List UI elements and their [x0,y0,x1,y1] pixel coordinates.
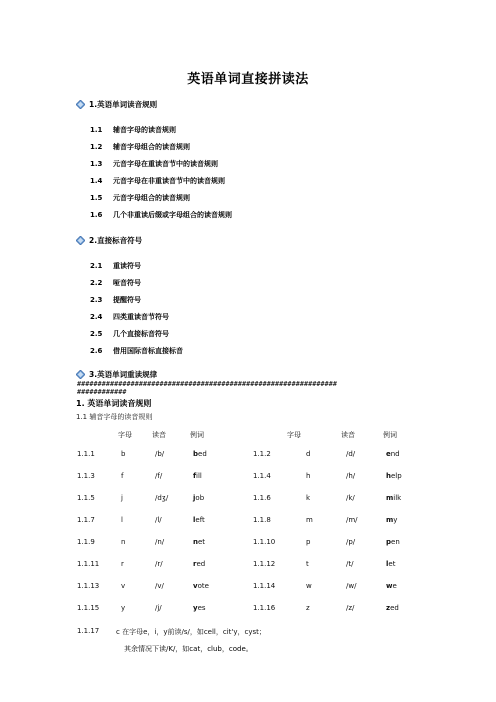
toc-num: 2.5 [90,330,103,338]
section-label: 1.英语单词读音规则 [89,100,158,109]
row-number: 1.1.8 [253,516,271,524]
toc-num: 2.2 [90,279,103,287]
sound-cell: /h/ [346,472,356,480]
toc-num: 1.2 [90,143,103,151]
letter-cell: n [121,538,126,546]
sound-cell: /n/ [155,538,165,546]
row-note: 其余情况下读/K/，如cat，club，code。 [124,645,253,653]
row-number: 1.1.2 [253,450,271,458]
row-number: 1.1.6 [253,494,271,502]
toc-num: 1.5 [90,194,103,202]
toc-item[interactable] [90,329,169,339]
sound-cell: /t/ [346,560,354,568]
col-header-example: 例词 [190,431,204,439]
toc-num: 2.3 [90,296,103,304]
diamond-bullet-icon [76,100,85,109]
col-header-letter: 字母 [287,431,301,439]
toc-item[interactable] [90,210,232,220]
example-cell: help [386,472,402,480]
example-cell: left [193,516,205,524]
diamond-bullet-icon [76,236,85,245]
example-cell: red [193,560,206,568]
sound-cell: /k/ [346,494,355,502]
example-cell: vote [193,582,209,590]
toc-text: 辅音字母组合的读音规则 [113,143,190,151]
letter-cell: l [121,516,123,524]
letter-cell: w [306,582,312,590]
sound-cell: /p/ [346,538,356,546]
letter-cell: z [306,604,310,612]
section-label: 3.英语单词重读规律 [89,370,158,379]
letter-cell: m [306,516,313,524]
sound-cell: /m/ [346,516,358,524]
toc-text: 几个非重读后缀或字母组合的读音规则 [113,211,232,219]
page-title: 英语单词直接拼读法 [187,72,309,87]
example-cell: fill [193,472,202,480]
section-heading-2 [76,235,142,246]
body-heading: 1. 英语单词读音规则 [76,399,152,408]
example-cell: my [386,516,398,524]
row-number: 1.1.1 [77,450,95,458]
toc-item[interactable] [90,125,176,135]
row-number: 1.1.16 [253,604,276,612]
sound-cell: /z/ [346,604,355,612]
row-number: 1.1.14 [253,582,276,590]
letter-cell: t [306,560,309,568]
row-number: 1.1.5 [77,494,95,502]
toc-num: 2.1 [90,262,103,270]
toc-text: 辅音字母的读音规则 [113,126,176,134]
toc-item[interactable] [90,295,141,305]
example-cell: let [386,560,396,568]
toc-text: 元音字母组合的读音规则 [113,194,190,202]
example-cell: bed [193,450,207,458]
sound-cell: /dʒ/ [155,494,169,502]
col-header-letter: 字母 [118,431,132,439]
divider-line: ############ [77,388,127,396]
example-cell: pen [386,538,400,546]
row-number: 1.1.7 [77,516,95,524]
toc-item[interactable] [90,278,141,288]
section-heading-1 [76,99,157,110]
toc-num: 1.1 [90,126,103,134]
sound-cell: /d/ [346,450,356,458]
letter-cell: j [121,494,123,502]
toc-text: 哑音符号 [113,279,141,287]
toc-item[interactable] [90,142,190,152]
row-number: 1.1.3 [77,472,95,480]
sound-cell: /f/ [155,472,163,480]
sound-cell: /w/ [346,582,357,590]
example-cell: yes [193,604,206,612]
toc-text: 提醒符号 [113,296,141,304]
letter-cell: v [121,582,126,590]
toc-text: 元音字母在非重读音节中的读音规则 [113,177,225,185]
sound-cell: /v/ [155,582,164,590]
toc-item[interactable] [90,261,141,271]
row-number: 1.1.10 [253,538,276,546]
letter-cell: p [306,538,311,546]
divider-line: ############################################################### [77,380,337,388]
toc-num: 1.3 [90,160,103,168]
row-number: 1.1.11 [77,560,100,568]
toc-item[interactable] [90,176,225,186]
row-number: 1.1.4 [253,472,271,480]
row-number: 1.1.13 [77,582,100,590]
col-header-sound: 读音 [341,431,355,439]
toc-text: 几个直接标音符号 [113,330,169,338]
toc-num: 1.6 [90,211,103,219]
sound-cell: /j/ [155,604,162,612]
row-number: 1.1.15 [77,604,100,612]
toc-item[interactable] [90,159,218,169]
toc-text: 元音字母在重读音节中的读音规则 [113,160,218,168]
example-cell: milk [386,494,402,502]
example-cell: zed [386,604,399,612]
sound-cell: /r/ [155,560,163,568]
row-number: 1.1.12 [253,560,276,568]
col-header-sound: 读音 [152,431,166,439]
row-number: 1.1.9 [77,538,95,546]
letter-cell: r [121,560,124,568]
diamond-bullet-icon [76,370,85,379]
sub-heading: 1.1 辅音字母的读音规则 [76,413,153,421]
letter-cell: d [306,450,311,458]
sound-cell: /b/ [155,450,165,458]
section-label: 2.直接标音符号 [89,236,143,245]
toc-num: 2.6 [90,347,103,355]
toc-text: 重读符号 [113,262,141,270]
sound-cell: /l/ [155,516,162,524]
row-number: 1.1.17 [77,627,100,635]
toc-num: 1.4 [90,177,103,185]
toc-num: 2.4 [90,313,103,321]
letter-cell: y [121,604,126,612]
section-heading-3 [76,369,157,380]
letter-cell: f [121,472,124,480]
letter-cell: b [121,450,126,458]
letter-cell: h [306,472,311,480]
example-cell: we [386,582,397,590]
col-header-example: 例词 [383,431,397,439]
toc-item[interactable] [90,312,169,322]
toc-text: 借用国际音标直接标音 [113,347,183,355]
example-cell: end [386,450,400,458]
toc-text: 四类重读音节符号 [113,313,169,321]
toc-item[interactable] [90,346,183,356]
example-cell: net [193,538,206,546]
toc-item[interactable] [90,193,190,203]
row-text: c 在字母e，i，y前读/s/，如cell，cit'y，cyst； [116,628,266,636]
letter-cell: k [306,494,311,502]
example-cell: job [193,494,205,502]
